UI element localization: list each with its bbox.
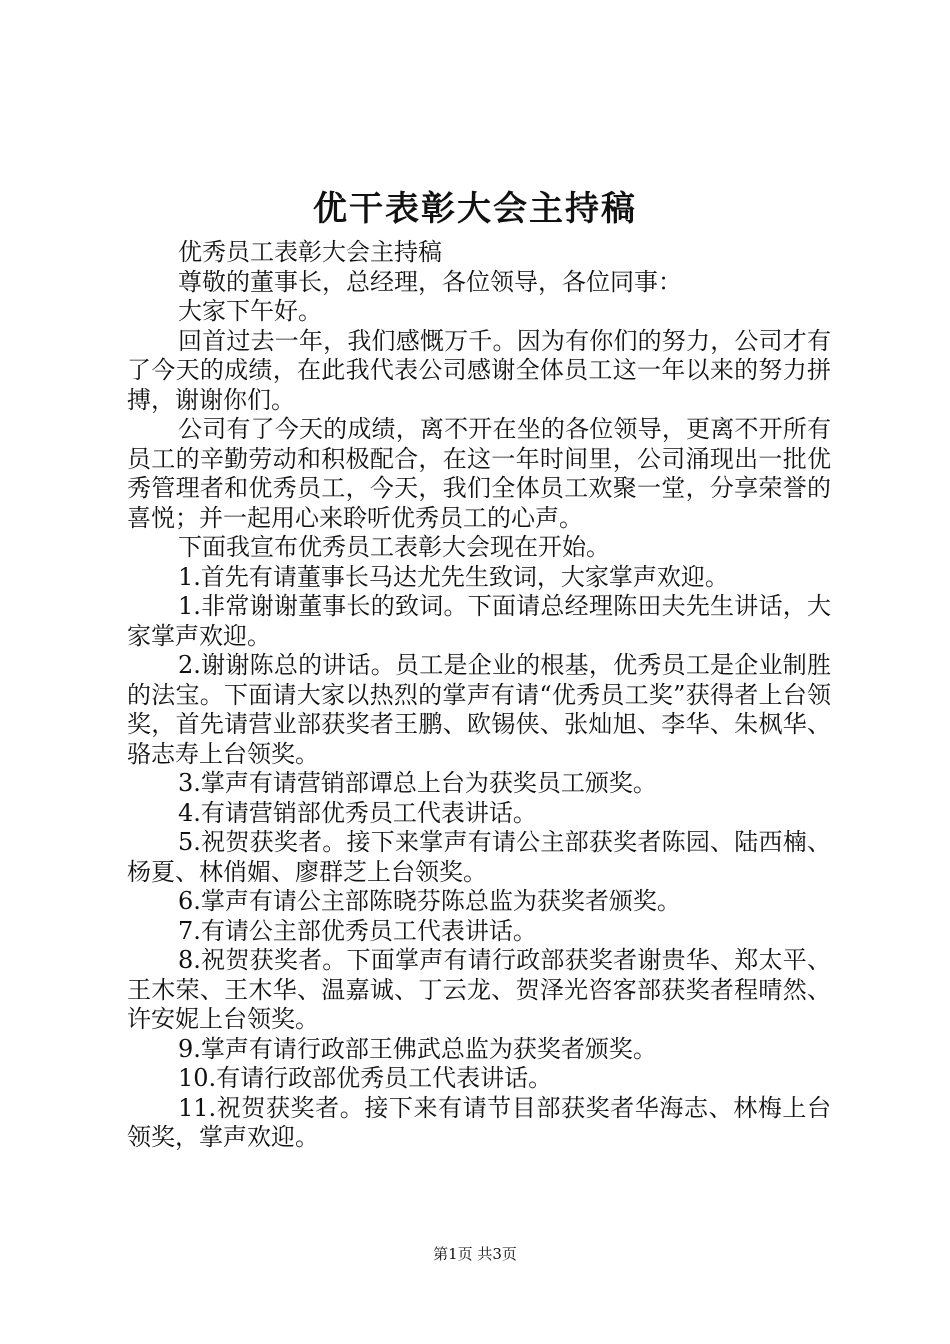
paragraph: 6.掌声有请公主部陈晓芬陈总监为获奖者颁奖。 [178, 887, 681, 915]
paragraph: 8.祝贺获奖者。下面掌声有请行政部获奖者谢贵华、郑太平、王木荣、王木华、温嘉诚、丁云龙、贺泽光咨客部获奖者程晴然、许安妮上台领奖。 [127, 946, 831, 1033]
document-body [127, 238, 831, 1153]
paragraph: 回首过去一年，我们感慨万千。因为有你们的努力，公司才有了今天的成绩，在此我代表公司感谢全体员工这一年以来的努力拼搏，谢谢你们。 [127, 326, 831, 414]
page-footer: 第1页 共3页 [433, 1245, 517, 1263]
paragraph: 7.有请公主部优秀员工代表讲话。 [178, 916, 537, 945]
paragraph: 下面我宣布优秀员工表彰大会现在开始。 [178, 533, 610, 561]
document-title: 优干表彰大会主持稿 [313, 189, 637, 229]
paragraph: 1.首先有请董事长马达尤先生致词，大家掌声欢迎。 [178, 562, 729, 591]
paragraph: 2.谢谢陈总的讲话。员工是企业的根基，优秀员工是企业制胜的法宝。下面请大家以热烈的掌声有请“优秀员工奖”获得者上台领奖，首先请营业部获奖者王鹏、欧锡侠、张灿旭、李华、朱枫华、骆志寿上台领奖。 [127, 651, 831, 768]
paragraph: 5.祝贺获奖者。接下来掌声有请公主部获奖者陈园、陆西楠、杨夏、林俏媚、廖群芝上台领奖。 [127, 828, 831, 886]
paragraph: 尊敬的董事长，总经理，各位领导，各位同事： [178, 267, 682, 296]
paragraph: 优秀员工表彰大会主持稿 [178, 238, 442, 266]
paragraph: 9.掌声有请行政部王佛武总监为获奖者颁奖。 [178, 1034, 657, 1063]
paragraph: 10.有请行政部优秀员工代表讲话。 [178, 1064, 553, 1092]
paragraph: 公司有了今天的成绩，离不开在坐的各位领导，更离不开所有员工的辛勤劳动和积极配合，在这一年时间里，公司涌现出一批优秀管理者和优秀员工，今天，我们全体员工欢聚一堂，分享荣誉的喜悦；并一起用心来聆听优秀员工的心声。 [127, 415, 831, 532]
paragraph: 11.祝贺获奖者。接下来有请节目部获奖者华海志、林梅上台领奖，掌声欢迎。 [127, 1093, 831, 1151]
paragraph: 4.有请营销部优秀员工代表讲话。 [178, 798, 537, 827]
paragraph: 3.掌声有请营销部谭总上台为获奖员工颁奖。 [178, 769, 657, 797]
paragraph: 大家下午好。 [178, 297, 322, 325]
paragraph: 1.非常谢谢董事长的致词。下面请总经理陈田夫先生讲话，大家掌声欢迎。 [127, 592, 831, 650]
